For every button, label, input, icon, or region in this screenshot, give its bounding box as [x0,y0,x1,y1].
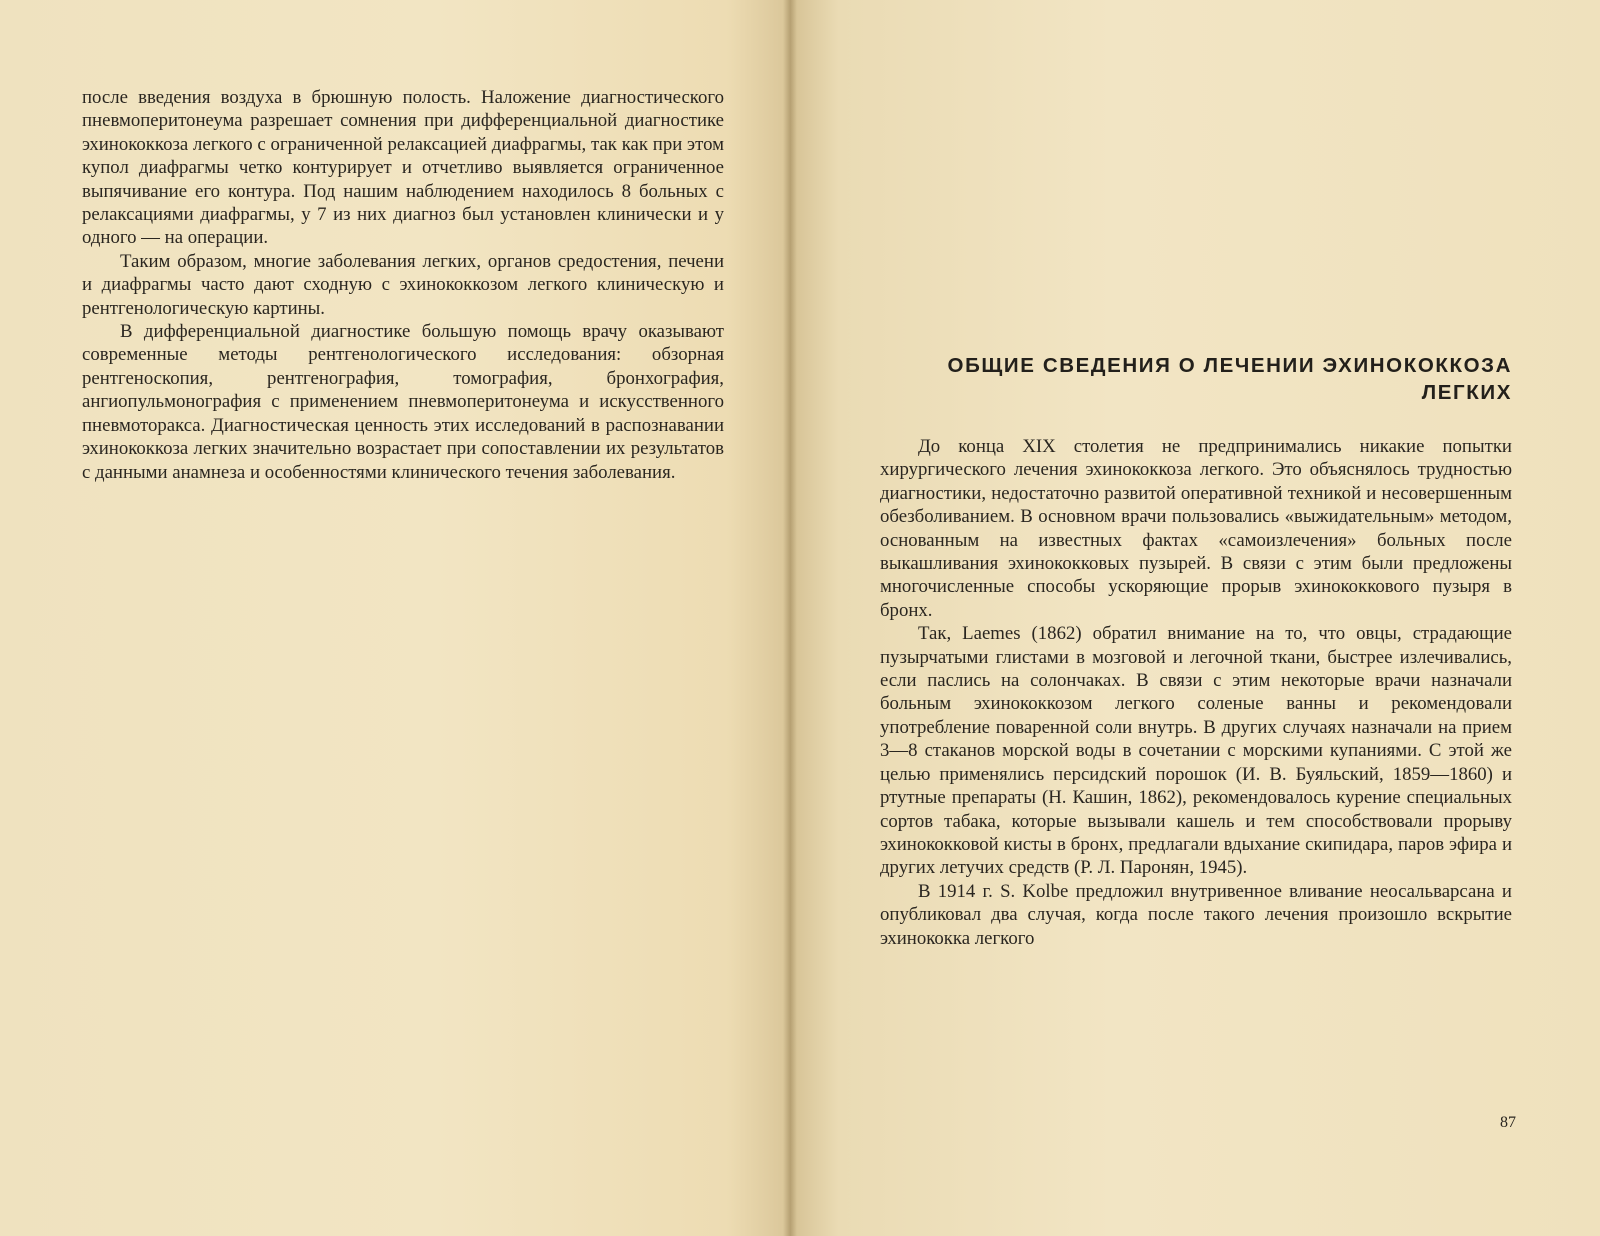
left-page [0,0,790,1236]
right-paragraph-1: До конца XIX столетия не предпринимались никакие попытки хирургического лечения эхинококкоза легкого. Это объяснялось трудностью диагностики, недостаточно развитой оперативной техникой и несовершенным обезболиванием. В основном врачи пользовались «выжидательным» методом, основанным на известных фактах «самоизлечения» больных после выкашливания эхинококковых пузырей. В связи с этим были предложены многочисленные способы ускоряющие прорыв эхинококкового пузыря в бронх. [880,436,1512,621]
chapter-heading-line-2: ЛЕГКИХ [1421,381,1512,404]
right-paragraph-3: В 1914 г. S. Kolbe предложил внутривенное вливание неосальварсана и опубликовал два случая, когда после такого лечения произошло вскрытие эхинококка легкого [880,880,1512,949]
book-gutter [783,0,797,1236]
right-paragraph-2: Так, Laemes (1862) обратил внимание на то, что овцы, страдающие пузырчатыми глистами в мозговой и легочной ткани, быстрее излечивались, если паслись на солончаках. В связи с этим некоторые врачи назначали больным эхинококкозом легкого соленые ванны и рекомендовали употребление поваренной соли внутрь. В других случаях назначали на прием 3—8 стаканов морской воды в сочетании с морскими купаниями. С этой же целью применялись персидский порошок (И. В. Буяльский, 1859—1860) и ртутные препараты (Н. Кашин, 1862), рекомендовалось курение специальных сортов табака, которые вызывали кашель и тем способствовали прорыву эхинококковой кисты в бронх, предлагали вдыхание скипидара, паров эфира и других летучих средств (Р. Л. Паронян, 1945). [880,623,1512,879]
left-paragraph-1: после введения воздуха в брюшную полость. Наложение диагностического пневмоперитонеума разрешает сомнения при дифференциальной диагностике эхинококкоза легкого с ограниченной релаксацией диафрагмы, так как при этом купол диафрагмы четко контурирует и отчетливо выявляется ограниченное выпячивание его контура. Под нашим наблюдением находилось 8 больных с релаксациями диафрагмы, у 7 из них диагноз был установлен клинически и у одного — на операции. [82,87,724,249]
right-page-text [880,435,1512,950]
left-page-text [82,86,724,484]
page-number: 87 [1500,1114,1516,1131]
left-paragraph-3: В дифференциальной диагностике большую помощь врачу оказывают современные методы рентгенологического исследования: обзорная рентгеноскопия, рентгенография, томография, бронхография, ангиопульмонография с применением пневмоперитонеума и искусственного пневмоторакса. Диагностическая ценность этих исследований в распознавании эхинококкоза легких значительно возрастает при сопоставлении их результатов с данными анамнеза и особенностями клинического течения заболевания. [82,321,724,483]
left-paragraph-2: Таким образом, многие заболевания легких, органов средостения, печени и диафрагмы часто дают сходную с эхинококкозом легкого клиническую и рентгенологическую картины. [82,250,724,319]
chapter-heading-line-1: ОБЩИЕ СВЕДЕНИЯ О ЛЕЧЕНИИ ЭХИНОКОККОЗА [947,354,1512,377]
chapter-heading [880,352,1512,406]
